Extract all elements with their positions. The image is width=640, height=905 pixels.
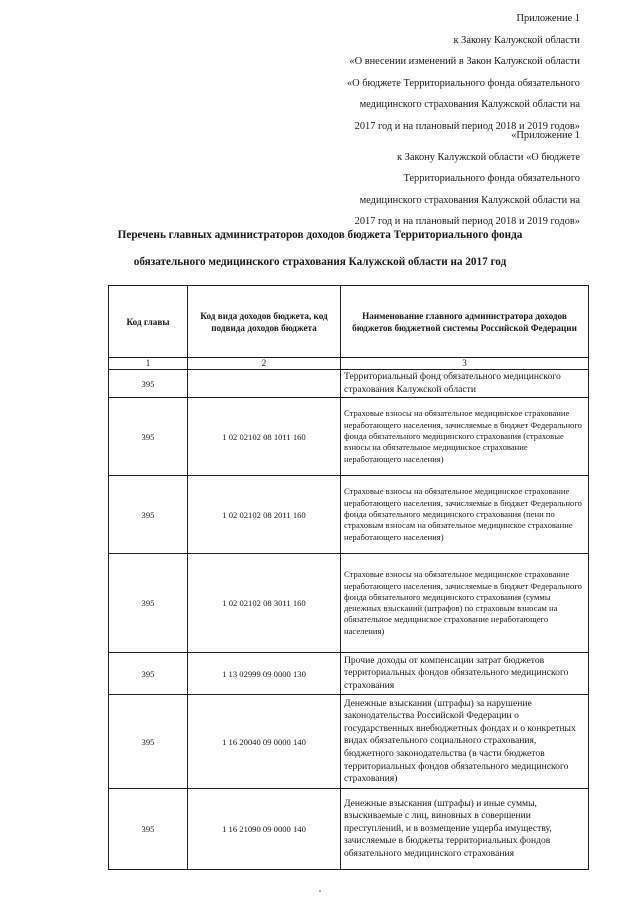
administrator-name-cell: Страховые взносы на обязательное медицинское страхование неработающего населения, зачисляемые в бюджет Федерального фонда обязательного медицинского страхования (страховые взносы на обязательное медицинское страхование неработающего населения): [341, 398, 589, 476]
income-code-cell: 1 16 21090 09 0000 140: [188, 789, 341, 870]
table-row: [109, 653, 589, 695]
appendix-line: 2017 год и на плановый период 2018 и 2019 годов»: [354, 120, 580, 132]
administrators-table: [108, 285, 589, 870]
appendix-line: «Приложение 1: [511, 130, 580, 141]
header-administrator-name: Наименование главного администратора доходов бюджетов бюджетной системы Российской Федерации: [341, 286, 589, 358]
chief-code-cell: 395: [109, 554, 188, 653]
administrator-name-cell: Страховые взносы на обязательное медицинское страхование неработающего населения, зачисляемые в бюджет Федерального фонда обязательного медицинского страхования (пени по страховым взносам на обязательное медицинское страхование неработающего населения): [341, 476, 589, 554]
administrator-name-cell: Денежные взыскания (штрафы) за нарушение законодательства Российской Федерации о государственных внебюджетных фондах и о конкретных видах обязательного социального страхования, бюджетного законодательства (в части бюджетов территориальных фондов обязательного медицинского страхования): [341, 695, 589, 789]
table-row: [109, 554, 589, 653]
appendix-line: Территориального фонда обязательного: [403, 173, 580, 184]
table-row: [109, 695, 589, 789]
appendix-amendment-header: [347, 8, 580, 137]
chief-code-cell: 395: [109, 398, 188, 476]
column-number-row: [109, 358, 589, 370]
appendix-line: «О внесении изменений в Закон Калужской области: [349, 56, 580, 67]
chief-code-cell: 395: [109, 695, 188, 789]
chief-code-cell: 395: [109, 789, 188, 870]
income-code-cell: 1 16 20040 09 0000 140: [188, 695, 341, 789]
header-chief-code: Код главы: [109, 286, 188, 358]
appendix-line: Приложение 1: [516, 13, 580, 24]
income-code-cell: [188, 370, 341, 398]
title-line-2: обязательного медицинского страхования Калужской области на 2017 год: [133, 256, 507, 268]
column-number: 3: [341, 358, 589, 370]
appendix-line: медицинского страхования Калужской области на: [359, 194, 580, 206]
table-row: [109, 476, 589, 554]
chief-code-cell: 395: [109, 653, 188, 695]
appendix-line: медицинского страхования Калужской области на: [359, 99, 580, 110]
chief-code-cell: 395: [109, 476, 188, 554]
table-row: [109, 398, 589, 476]
administrator-name-cell: Денежные взыскания (штрафы) и иные суммы, взыскиваемые с лиц, виновных в совершении преступлений, и в возмещение ущерба имуществу, зачисляемые в бюджеты территориальных фондов обязательного медицинского страхования: [341, 789, 589, 870]
appendix-line: 2017 год и на плановый период 2018 и 2019 годов»: [354, 216, 580, 227]
title-line-1: Перечень главных администраторов доходов бюджета Территориального фонда: [117, 229, 523, 241]
administrator-name-cell: Территориальный фонд обязательного медицинского страхования Калужской области: [341, 370, 589, 398]
income-code-cell: 1 13 02999 09 0000 130: [188, 653, 341, 695]
administrator-name-cell: Прочие доходы от компенсации затрат бюджетов территориальных фондов обязательного медицинского страхования: [341, 653, 589, 695]
appendix-original-header: [355, 125, 580, 233]
table-header-row: [109, 286, 589, 358]
appendix-line: к Закону Калужской области: [453, 34, 580, 46]
document-title: [40, 222, 600, 276]
header-income-code: Код вида доходов бюджета, код подвида доходов бюджета: [188, 286, 341, 358]
administrator-name-cell: Страховые взносы на обязательное медицинское страхование неработающего населения, зачисляемые в бюджет Федерального фонда обязательного медицинского страхования (суммы денежных взысканий (штрафов) по страховым взносам на обязательное медицинское страхование неработающего населения): [341, 554, 589, 653]
income-code-cell: 1 02 02102 08 1011 160: [188, 398, 341, 476]
table-row: [109, 789, 589, 870]
chief-code-cell: 395: [109, 370, 188, 398]
column-number: 2: [188, 358, 341, 370]
column-number: 1: [109, 358, 188, 370]
income-code-cell: 1 02 02102 08 2011 160: [188, 476, 341, 554]
scan-speck: [319, 890, 321, 892]
income-code-cell: 1 02 02102 08 3011 160: [188, 554, 341, 653]
table-row: [109, 370, 589, 398]
appendix-line: «О бюджете Территориального фонда обязательного: [346, 77, 580, 89]
appendix-line: к Закону Калужской области «О бюджете: [397, 151, 580, 163]
